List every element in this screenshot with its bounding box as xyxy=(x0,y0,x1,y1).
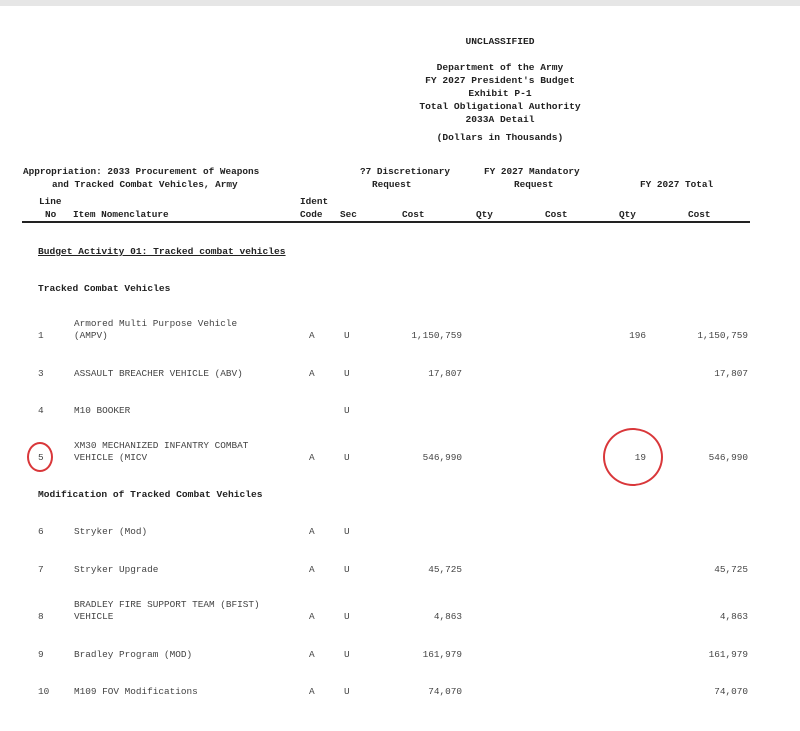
col-qty-total: Qty xyxy=(619,209,636,220)
item-name: Stryker (Mod) xyxy=(74,526,148,537)
discretionary-cost: 17,807 xyxy=(428,368,462,379)
line-number: 5 xyxy=(38,452,44,463)
annotation-circle-line-5 xyxy=(27,442,53,472)
ident-code: A xyxy=(309,330,315,341)
sec-code: U xyxy=(344,611,350,622)
units-label: (Dollars in Thousands) xyxy=(436,132,564,143)
header-line-department: Department of the Army xyxy=(436,62,564,73)
line-number: 7 xyxy=(38,564,44,575)
total-cost: 546,990 xyxy=(708,452,748,463)
col-cost-discretionary: Cost xyxy=(402,209,425,220)
appropriation-line-2: and Tracked Combat Vehicles, Army xyxy=(52,179,238,190)
line-number: 1 xyxy=(38,330,44,341)
header-line-toa: Total Obligational Authority xyxy=(419,101,581,112)
header-line-detail: 2033A Detail xyxy=(465,114,535,125)
sec-code: U xyxy=(344,330,350,341)
total-cost: 161,979 xyxy=(708,649,748,660)
sec-code: U xyxy=(344,649,350,660)
total-cost: 45,725 xyxy=(714,564,748,575)
total-cost: 17,807 xyxy=(714,368,748,379)
line-number: 10 xyxy=(38,686,50,697)
total-cost: 74,070 xyxy=(714,686,748,697)
mandatory-header: FY 2027 Mandatory xyxy=(484,166,580,177)
col-item-label: Item Nomenclature xyxy=(73,209,169,220)
sec-code: U xyxy=(344,686,350,697)
discretionary-cost: 45,725 xyxy=(428,564,462,575)
total-header: FY 2027 Total xyxy=(640,179,714,190)
item-name: Armored Multi Purpose Vehicle xyxy=(74,318,238,329)
budget-activity-heading: Budget Activity 01: Tracked combat vehicles xyxy=(38,246,286,257)
total-qty: 19 xyxy=(634,452,646,463)
total-cost: 1,150,759 xyxy=(697,330,748,341)
discretionary-request-label: Request xyxy=(372,179,412,190)
discretionary-cost: 546,990 xyxy=(422,452,462,463)
line-number: 8 xyxy=(38,611,44,622)
ident-code: A xyxy=(309,564,315,575)
sec-code: U xyxy=(344,526,350,537)
line-number: 9 xyxy=(38,649,44,660)
ident-code: A xyxy=(309,526,315,537)
group-heading-tracked-combat-vehicles: Tracked Combat Vehicles xyxy=(38,283,171,294)
col-ident-label: Ident xyxy=(300,196,329,207)
col-line-label: Line xyxy=(39,196,62,207)
total-cost: 4,863 xyxy=(719,611,748,622)
header-rule xyxy=(22,221,750,223)
discretionary-cost: 161,979 xyxy=(422,649,462,660)
total-qty: 196 xyxy=(629,330,646,341)
line-number: 6 xyxy=(38,526,44,537)
item-name: M109 FOV Modifications xyxy=(74,686,198,697)
annotation-circle-qty-19 xyxy=(603,428,663,486)
col-code-label: Code xyxy=(300,209,323,220)
item-name: Bradley Program (MOD) xyxy=(74,649,193,660)
group-heading-modification: Modification of Tracked Combat Vehicles xyxy=(38,489,263,500)
mandatory-request-label: Request xyxy=(514,179,554,190)
viewer-top-bar xyxy=(0,0,800,6)
discretionary-cost: 74,070 xyxy=(428,686,462,697)
col-sec-label: Sec xyxy=(340,209,357,220)
ident-code: A xyxy=(309,611,315,622)
col-cost-mandatory: Cost xyxy=(545,209,568,220)
item-name: BRADLEY FIRE SUPPORT TEAM (BFIST) xyxy=(74,599,260,610)
ident-code: A xyxy=(309,368,315,379)
col-cost-total: Cost xyxy=(688,209,711,220)
sec-code: U xyxy=(344,452,350,463)
item-name: M10 BOOKER xyxy=(74,405,131,416)
item-name-continued: (AMPV) xyxy=(74,330,108,341)
col-no-label: No xyxy=(45,209,57,220)
ident-code: A xyxy=(309,649,315,660)
item-name-continued: VEHICLE (MICV xyxy=(74,452,148,463)
discretionary-cost: 4,863 xyxy=(433,611,462,622)
item-name: Stryker Upgrade xyxy=(74,564,159,575)
sec-code: U xyxy=(344,405,350,416)
ident-code: A xyxy=(309,686,315,697)
ident-code: A xyxy=(309,452,315,463)
discretionary-header: ?7 Discretionary xyxy=(360,166,451,177)
col-qty-mandatory: Qty xyxy=(476,209,493,220)
item-name: XM30 MECHANIZED INFANTRY COMBAT xyxy=(74,440,249,451)
appropriation-line-1: Appropriation: 2033 Procurement of Weapons xyxy=(23,166,260,177)
item-name-continued: VEHICLE xyxy=(74,611,114,622)
sec-code: U xyxy=(344,564,350,575)
discretionary-cost: 1,150,759 xyxy=(411,330,462,341)
header-line-exhibit: Exhibit P-1 xyxy=(468,88,532,99)
sec-code: U xyxy=(344,368,350,379)
item-name: ASSAULT BREACHER VEHICLE (ABV) xyxy=(74,368,243,379)
line-number: 4 xyxy=(38,405,44,416)
header-line-budget: FY 2027 President's Budget xyxy=(425,75,575,86)
classification-label: UNCLASSIFIED xyxy=(465,36,535,47)
line-number: 3 xyxy=(38,368,44,379)
